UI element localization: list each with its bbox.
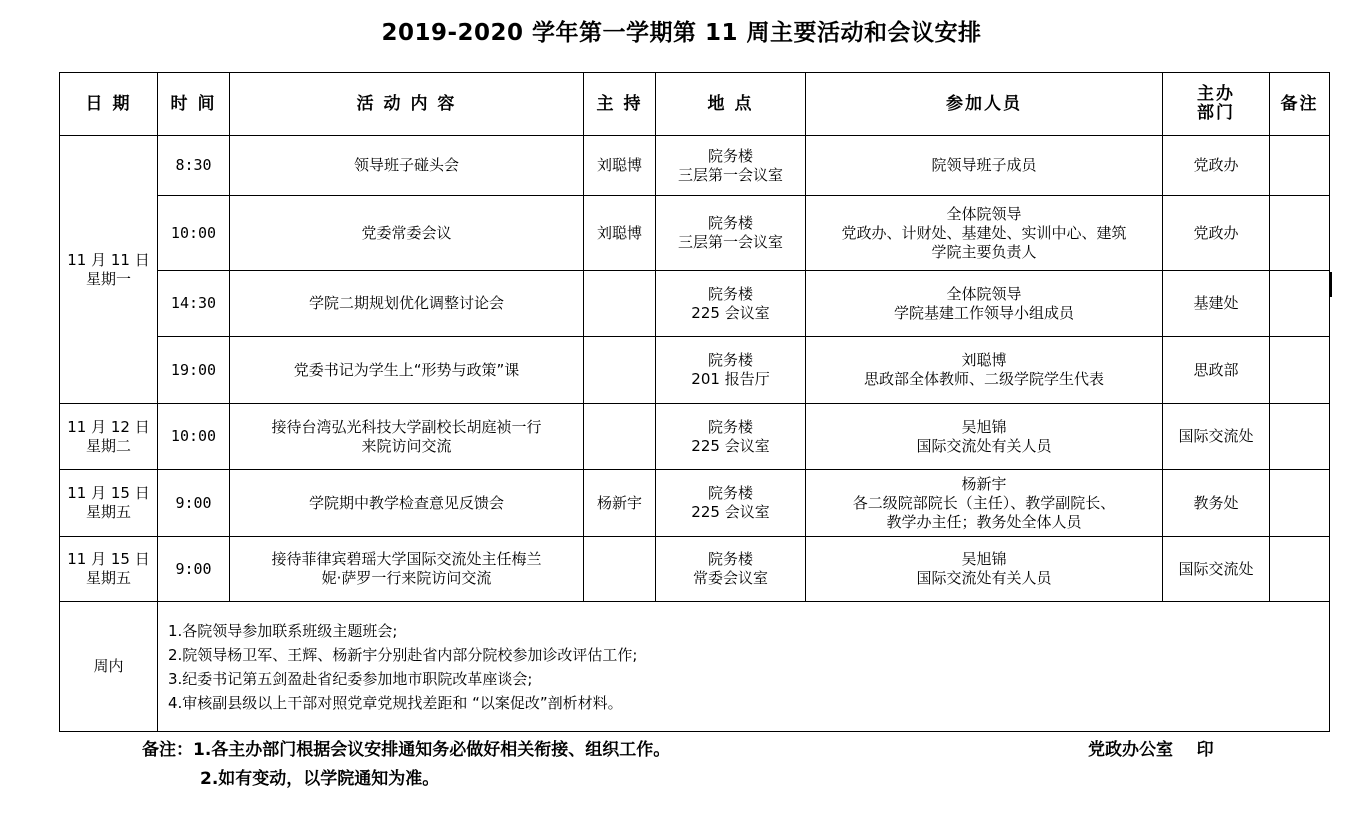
week-notes <box>158 602 1330 732</box>
time-cell: 10:00 <box>158 404 230 470</box>
footer-line-2: 2.如有变动，以学院通知为准。 <box>200 769 440 789</box>
table-row <box>60 537 1330 602</box>
time-cell: 9:00 <box>158 470 230 537</box>
table-row <box>60 337 1330 404</box>
page-title: 2019-2020 学年第一学期第 11 周主要活动和会议安排 <box>381 20 982 46</box>
place-cell: 院务楼 三层第一会议室 <box>656 196 806 271</box>
attendees-cell: 吴旭锦 国际交流处有关人员 <box>806 404 1163 470</box>
date-cell: 11 月 15 日 星期五 <box>60 470 158 537</box>
place-cell: 院务楼 225 会议室 <box>656 271 806 337</box>
footer-line-1: 备注：1.各主办部门根据会议安排通知务必做好相关衔接、组织工作。 <box>142 740 671 760</box>
attendees-cell: 杨新宇 各二级院部院长（主任）、教学副院长、 教学办主任；教务处全体人员 <box>806 470 1163 537</box>
place-cell: 院务楼 225 会议室 <box>656 404 806 470</box>
place-cell: 院务楼 三层第一会议室 <box>656 136 806 196</box>
host-cell: 杨新宇 <box>584 470 656 537</box>
time-cell: 10:00 <box>158 196 230 271</box>
schedule-table <box>59 72 1330 732</box>
note-cell <box>1270 337 1330 404</box>
content-cell: 领导班子碰头会 <box>230 136 584 196</box>
place-cell: 院务楼 常委会议室 <box>656 537 806 602</box>
time-cell: 19:00 <box>158 337 230 404</box>
host-cell <box>584 537 656 602</box>
table-row <box>60 470 1330 537</box>
host-cell: 刘聪博 <box>584 196 656 271</box>
note-cell <box>1270 470 1330 537</box>
table-row <box>60 404 1330 470</box>
place-cell: 院务楼 225 会议室 <box>656 470 806 537</box>
content-cell: 党委常委会议 <box>230 196 584 271</box>
footer-office-stamp: 党政办公室 印 <box>1088 740 1214 760</box>
table-row <box>60 271 1330 337</box>
attendees-cell: 吴旭锦 国际交流处有关人员 <box>806 537 1163 602</box>
content-cell: 接待台湾弘光科技大学副校长胡庭祯一行 来院访问交流 <box>230 404 584 470</box>
content-cell: 接待菲律宾碧瑶大学国际交流处主任梅兰 妮·萨罗一行来院访问交流 <box>230 537 584 602</box>
host-cell <box>584 404 656 470</box>
week-item: 4.审核副县级以上干部对照党章党规找差距和 “以案促改”剖析材料。 <box>168 693 623 712</box>
time-cell: 9:00 <box>158 537 230 602</box>
note-cell <box>1270 271 1330 337</box>
content-cell: 学院二期规划优化调整讨论会 <box>230 271 584 337</box>
table-row <box>60 136 1330 196</box>
header-date: 日 期 <box>60 73 158 136</box>
header-place: 地 点 <box>656 73 806 136</box>
header-time: 时 间 <box>158 73 230 136</box>
dept-cell: 国际交流处 <box>1163 537 1270 602</box>
content-cell: 学院期中教学检查意见反馈会 <box>230 470 584 537</box>
header-row <box>60 73 1330 136</box>
place-cell: 院务楼 201 报告厅 <box>656 337 806 404</box>
header-dept: 主办 部门 <box>1163 73 1270 136</box>
header-content: 活 动 内 容 <box>230 73 584 136</box>
attendees-cell: 全体院领导 学院基建工作领导小组成员 <box>806 271 1163 337</box>
dept-cell: 教务处 <box>1163 470 1270 537</box>
week-item: 2.院领导杨卫军、王辉、杨新宇分别赴省内部分院校参加诊改评估工作; <box>168 645 638 664</box>
host-cell <box>584 271 656 337</box>
week-row <box>60 602 1330 732</box>
header-note: 备注 <box>1270 73 1330 136</box>
dept-cell: 思政部 <box>1163 337 1270 404</box>
note-cell <box>1270 537 1330 602</box>
date-cell: 11 月 15 日 星期五 <box>60 537 158 602</box>
note-cell <box>1270 136 1330 196</box>
date-cell: 11 月 12 日 星期二 <box>60 404 158 470</box>
week-item: 1.各院领导参加联系班级主题班会; <box>168 621 398 640</box>
attendees-cell: 院领导班子成员 <box>806 136 1163 196</box>
week-item: 3.纪委书记第五剑盈赴省纪委参加地市职院改革座谈会; <box>168 669 533 688</box>
host-cell <box>584 337 656 404</box>
note-cell <box>1270 196 1330 271</box>
content-cell: 党委书记为学生上“形势与政策”课 <box>230 337 584 404</box>
dept-cell: 党政办 <box>1163 136 1270 196</box>
note-cell <box>1270 404 1330 470</box>
host-cell: 刘聪博 <box>584 136 656 196</box>
header-attendees: 参加人员 <box>806 73 1163 136</box>
attendees-cell: 刘聪博 思政部全体教师、二级学院学生代表 <box>806 337 1163 404</box>
footer-notes <box>142 736 670 794</box>
dept-cell: 国际交流处 <box>1163 404 1270 470</box>
dept-cell: 党政办 <box>1163 196 1270 271</box>
time-cell: 14:30 <box>158 271 230 337</box>
dept-cell: 基建处 <box>1163 271 1270 337</box>
table-row <box>60 196 1330 271</box>
week-label: 周内 <box>60 602 158 732</box>
text-cursor <box>1330 272 1332 297</box>
time-cell: 8:30 <box>158 136 230 196</box>
header-host: 主 持 <box>584 73 656 136</box>
attendees-cell: 全体院领导 党政办、计财处、基建处、实训中心、建筑 学院主要负责人 <box>806 196 1163 271</box>
date-cell: 11 月 11 日 星期一 <box>60 136 158 404</box>
